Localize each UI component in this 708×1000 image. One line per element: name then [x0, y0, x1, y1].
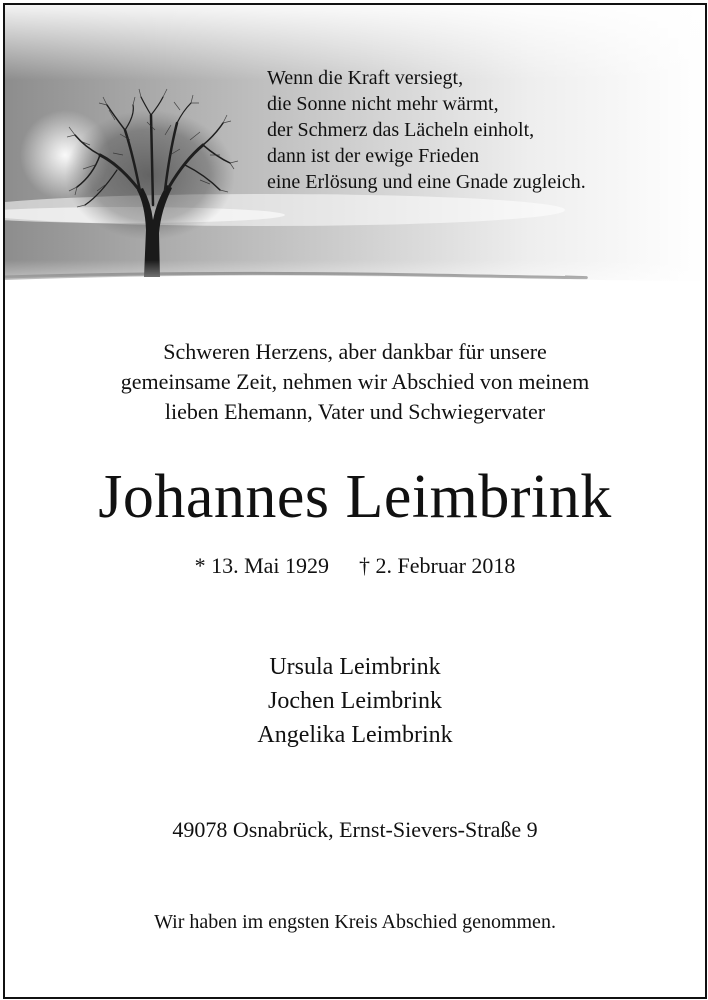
- obituary-notice: [3, 3, 707, 999]
- birth-date: * 13. Mai 1929: [194, 553, 330, 578]
- intro-line: Schweren Herzens, aber dankbar für unsere: [163, 339, 547, 364]
- poem: [267, 65, 697, 195]
- poem-line: Wenn die Kraft versiegt,: [267, 67, 464, 89]
- family-member: Jochen Leimbrink: [268, 688, 442, 714]
- intro-line: gemeinsame Zeit, nehmen wir Abschied von meinem: [120, 369, 590, 394]
- death-date: † 2. Februar 2018: [359, 553, 516, 578]
- poem-line: der Schmerz das Lächeln einholt,: [267, 119, 535, 141]
- family-members: [5, 650, 705, 752]
- poem-line: die Sonne nicht mehr wärmt,: [267, 93, 499, 115]
- poem-line: eine Erlösung und eine Gnade zugleich.: [267, 171, 586, 193]
- intro-line: lieben Ehemann, Vater und Schwiegervater: [164, 399, 546, 424]
- deceased-name: Johannes Leimbrink: [98, 463, 612, 531]
- address: 49078 Osnabrück, Ernst-Sievers-Straße 9: [172, 817, 538, 842]
- life-dates: [5, 551, 705, 581]
- poem-line: dann ist der ewige Frieden: [267, 145, 480, 167]
- family-member: Ursula Leimbrink: [269, 654, 441, 680]
- intro-text: [5, 337, 705, 427]
- family-member: Angelika Leimbrink: [257, 722, 453, 748]
- closing-note: Wir haben im engsten Kreis Abschied genommen.: [154, 911, 556, 933]
